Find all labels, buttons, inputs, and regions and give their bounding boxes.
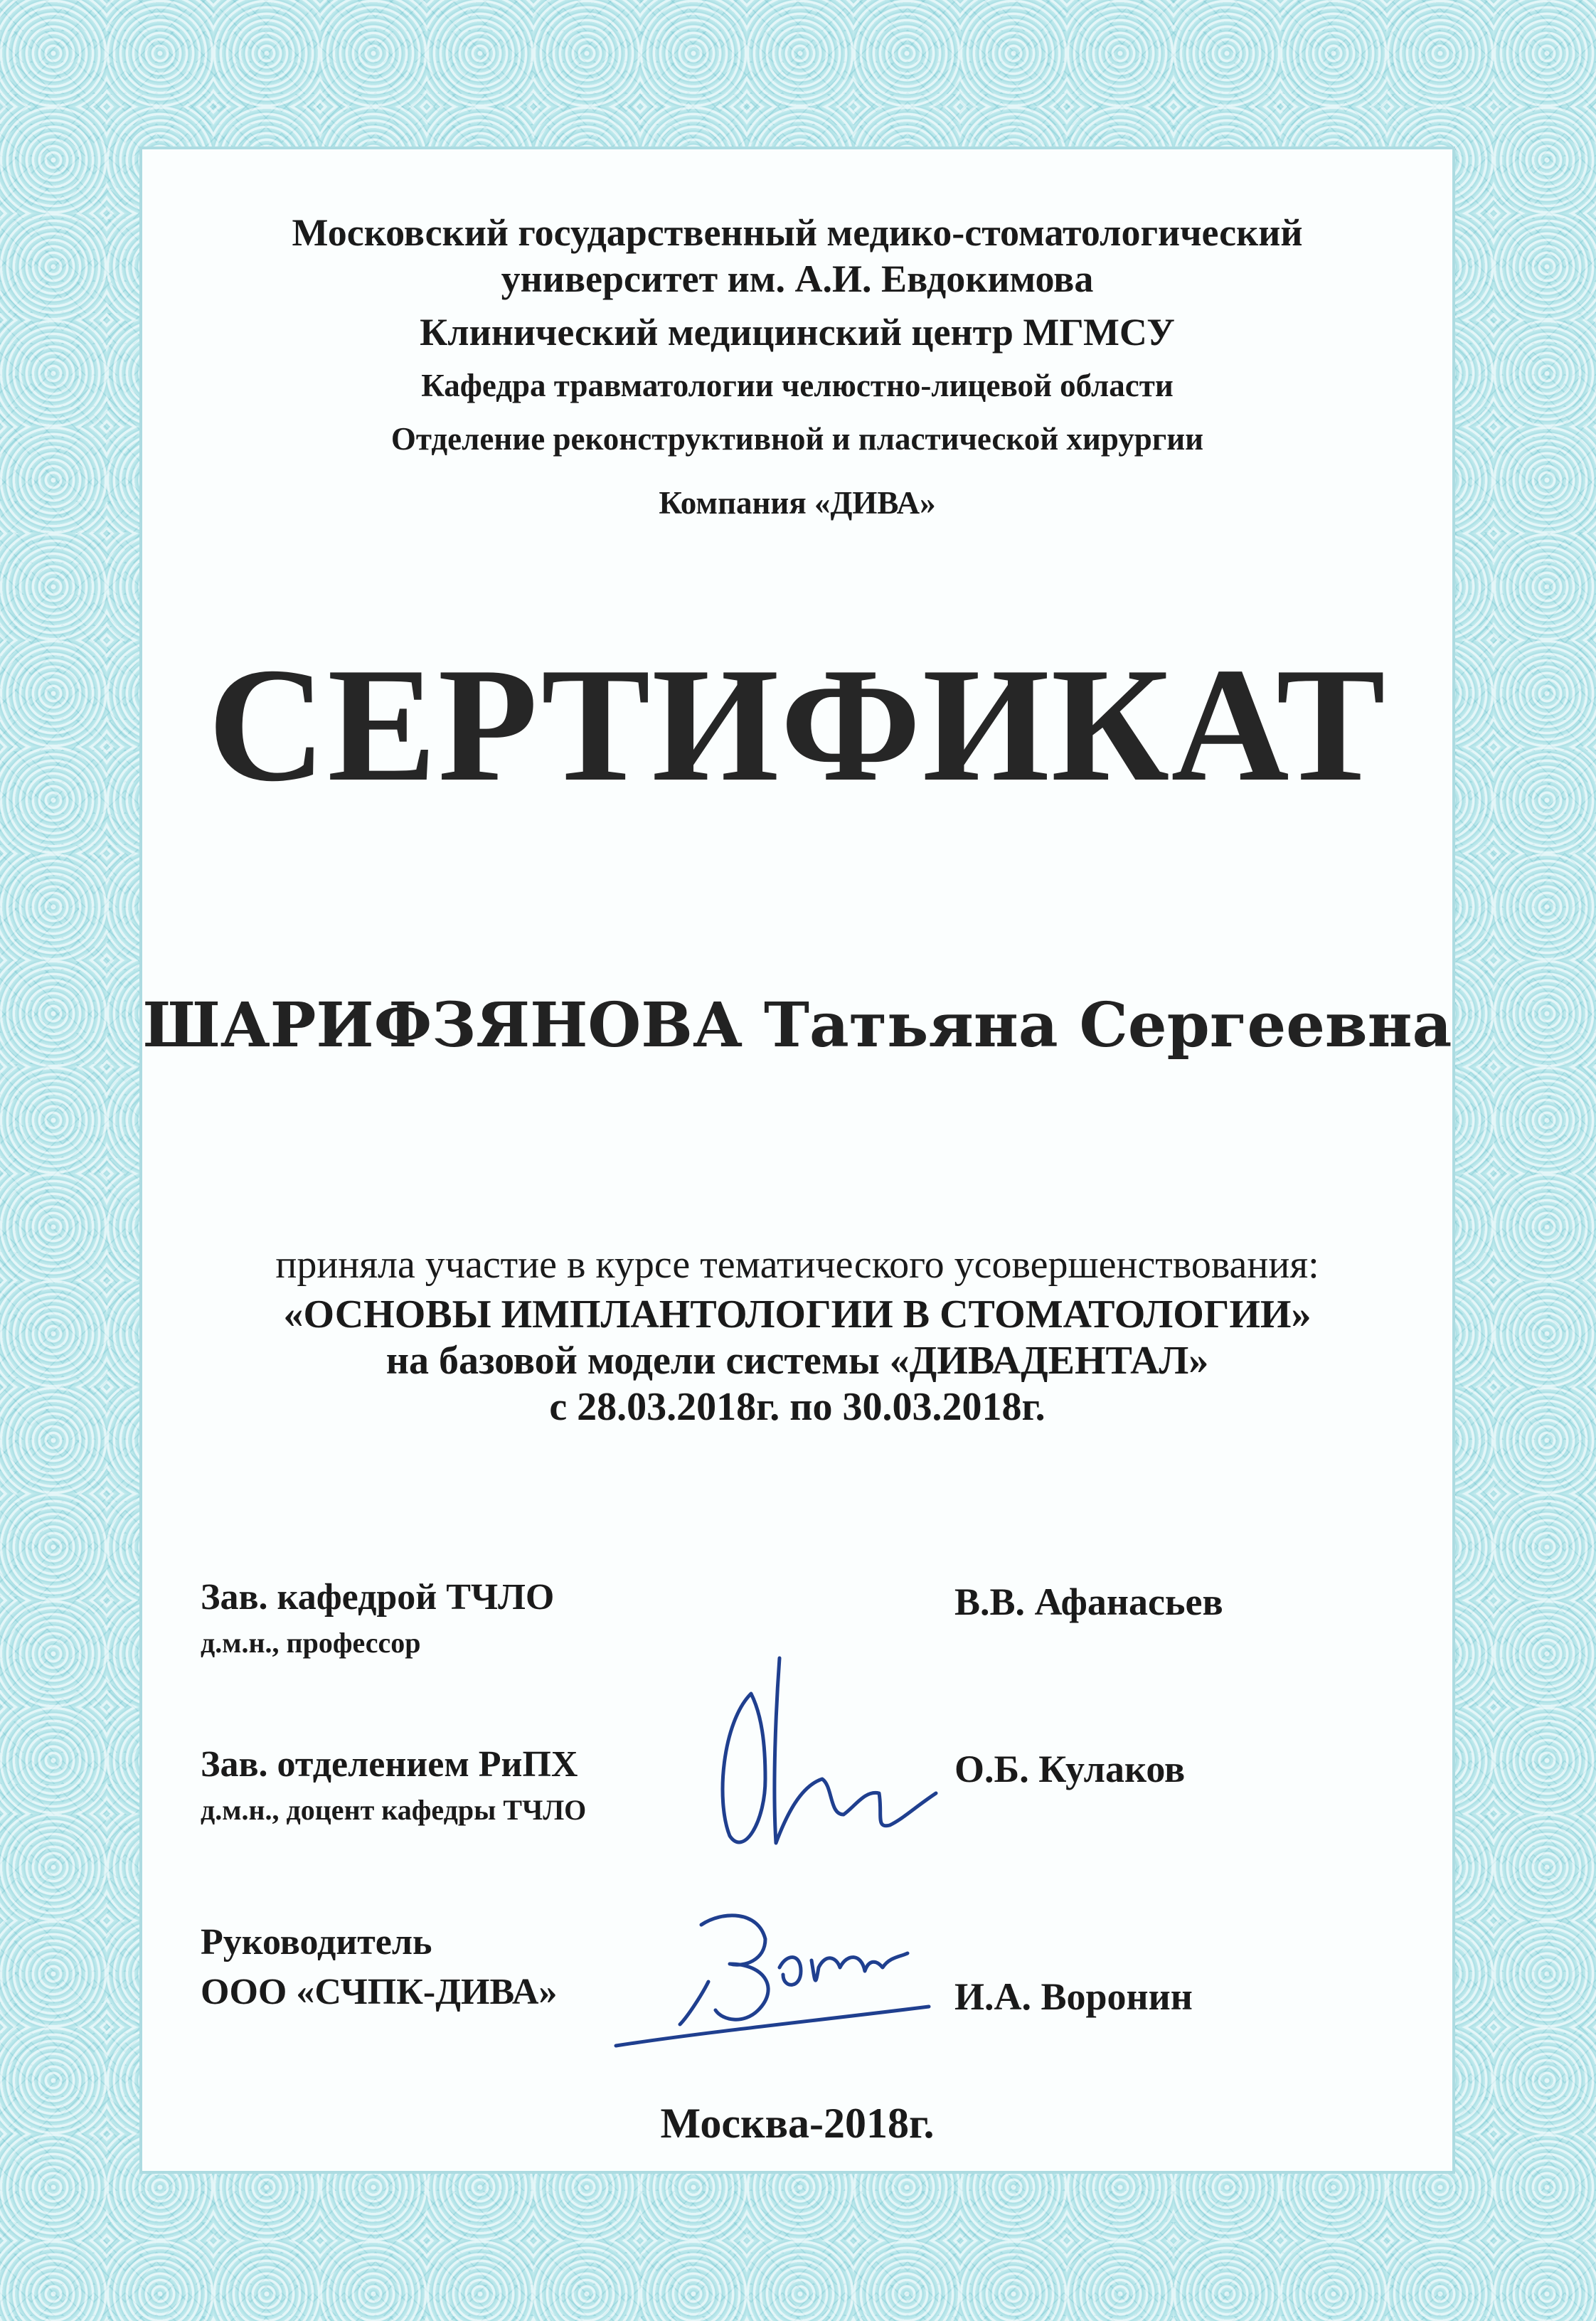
recipient-name: ШАРИФЗЯНОВА Татьяна Сергеевна: [142, 989, 1452, 1061]
header-university-line2: университет им. А.И. Евдокимова: [501, 257, 1094, 300]
signatory-2-subtitle: д.м.н., доцент кафедры ТЧЛО: [201, 1794, 587, 1826]
signatory-2-role: Зав. отделением РиПХ: [201, 1744, 578, 1785]
header-division: Отделение реконструктивной и пластической хирургии: [390, 421, 1204, 457]
signatory-3-role: Руководитель: [201, 1922, 432, 1963]
header-company: Компания «ДИВА»: [659, 485, 936, 521]
signatory-1-subtitle: д.м.н., профессор: [201, 1627, 421, 1659]
signatory-3-name: И.А. Воронин: [954, 1975, 1193, 2018]
course-model: на базовой модели системы «ДИВАДЕНТАЛ»: [385, 1339, 1209, 1383]
signature-kulakov: [701, 1644, 957, 1871]
course-dates: с 28.03.2018г. по 30.03.2018г.: [549, 1385, 1046, 1429]
course-intro: приняла участие в курсе тематического усовершенствования:: [275, 1243, 1319, 1287]
signatory-1-name: В.В. Афанасьев: [954, 1581, 1223, 1623]
signature-voronin: [602, 1882, 943, 2067]
course-name: «ОСНОВЫ ИМПЛАНТОЛОГИИ В СТОМАТОЛОГИИ»: [283, 1292, 1312, 1337]
header-clinical-center: Клинический медицинский центр МГМСУ: [420, 311, 1175, 354]
header-department: Кафедра травматологии челюстно-лицевой области: [421, 368, 1174, 403]
header-university-line1: Московский государственный медико-стоматологический: [292, 211, 1303, 254]
signatory-2-name: О.Б. Кулаков: [954, 1748, 1186, 1790]
certificate-title: СЕРТИФИКАТ: [208, 634, 1387, 815]
signatory-1-role: Зав. кафедрой ТЧЛО: [201, 1577, 555, 1618]
certificate-body: [139, 147, 1455, 2174]
signatory-3-subtitle: ООО «СЧПК-ДИВА»: [201, 1972, 558, 2012]
footer-city-year: Москва-2018г.: [660, 2100, 935, 2147]
